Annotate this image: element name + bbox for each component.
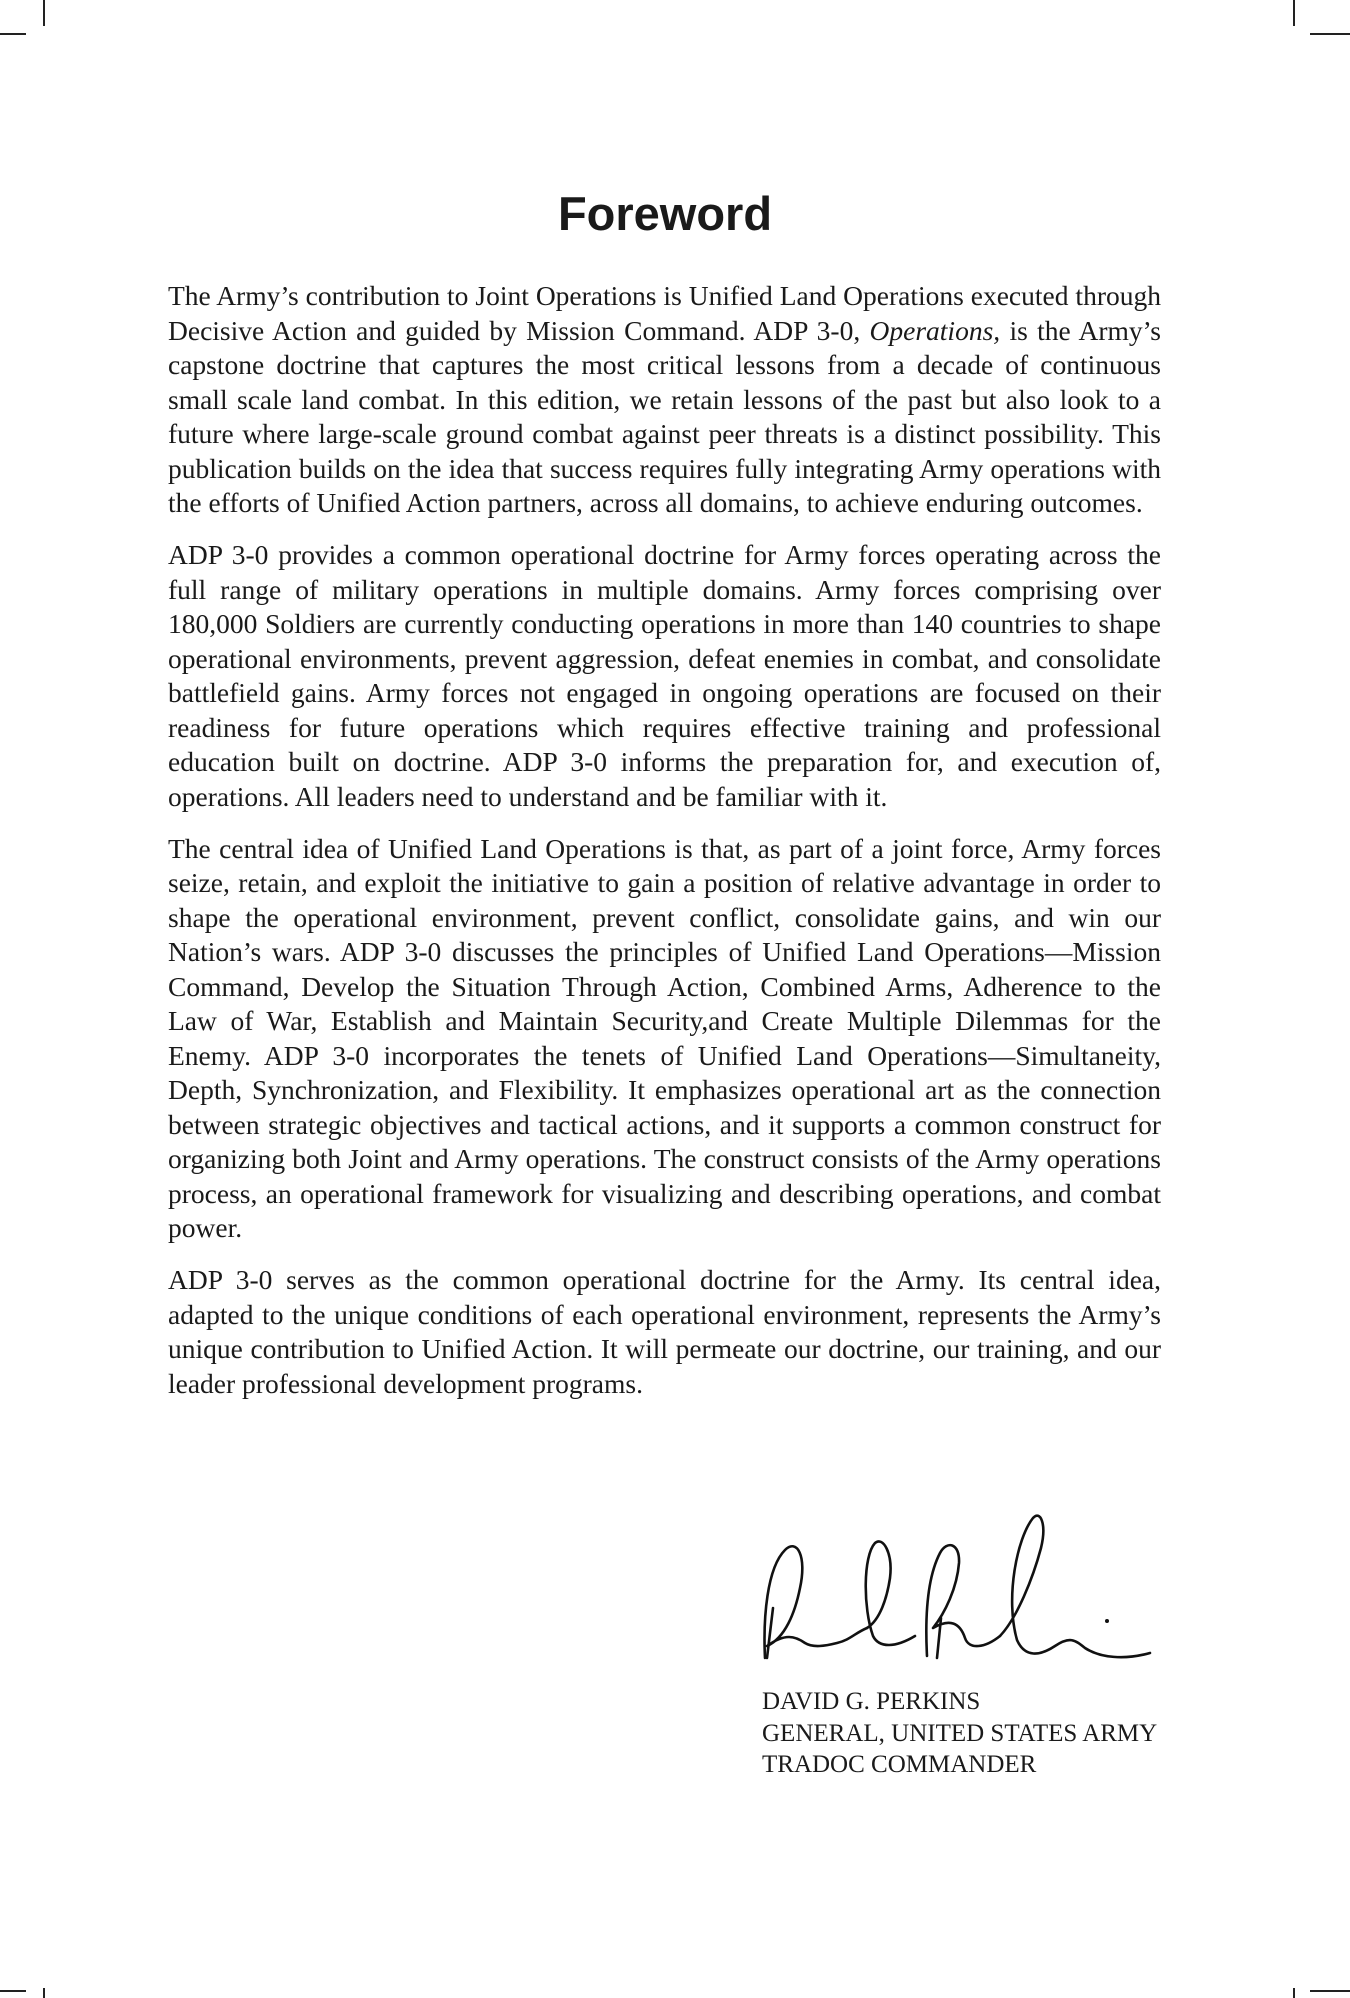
paragraph-2: ADP 3-0 provides a common operational doctrine for Army forces operating across the full range of military operations in multiple domains. Army forces comprising over 180,000 Soldiers are currently conducting operations in more than 140 countries to shape operational environments, prevent aggression, defeat enemies in combat, and consolidate battlefield gains. Army forces not engaged in ongoing operations are focused on their readiness for future operations which requires effective training and professional education built on doctrine. ADP 3-0 informs the preparation for, and execution of, operations. All leaders need to understand and be familiar with it. xyxy=(168,539,1161,812)
signer-rank: GENERAL, UNITED STATES ARMY xyxy=(762,1719,1158,1747)
crop-mark-bottom-right-horizontal xyxy=(1310,1990,1350,1992)
crop-mark-top-right-vertical xyxy=(1293,0,1295,26)
paragraph-3: The central idea of Unified Land Operations is that, as part of a joint force, Army forces seize, retain, and exploit the initiative to gain a position of relative advantage in order to shape the operational environment, prevent conflict, consolidate gains, and win our Nation’s wars. ADP 3-0 discusses the principles of Unified Land Operations—Mission Command, Develop the Situation Through Action, Combined Arms, Adherence to the Law of War, Establish and Maintain Security,and Create Multiple Dilemmas for the Enemy. ADP 3-0 incorporates the tenets of Unified Land Operations—Simultaneity, Depth, Synchronization, and Flexibility. It emphasizes operational art as the connection between strategic objectives and tactical actions, and it supports a common construct for organizing both Joint and Army operations. The construct consists of the Army operations process, an operational framework for visualizing and describing operations, and combat power. xyxy=(168,832,1161,1243)
signer-position: TRADOC COMMANDER xyxy=(762,1751,1037,1778)
paragraph-1-text-start: The Army’s contribution to Joint Operations is Unified Land Operations executed through Decisive Action and guided by Mission Command. ADP 3-0, xyxy=(168,280,1161,346)
publication-title-italic: Operations, xyxy=(869,314,1001,346)
paragraph-4: ADP 3-0 serves as the common operational doctrine for the Army. Its central idea, adapted to the unique conditions of each operational environment, represents the Army’s unique contribution to Unified Action. It will permeate our doctrine, our training, and our leader professional development programs. xyxy=(168,1264,1161,1399)
crop-mark-bottom-right-vertical xyxy=(1293,1988,1295,1998)
signature-block xyxy=(762,1686,1157,1781)
crop-mark-bottom-left-vertical xyxy=(43,1988,45,1998)
foreword-body xyxy=(168,279,1161,1419)
handwritten-signature xyxy=(755,1508,1165,1668)
signer-name: DAVID G. PERKINS xyxy=(762,1688,981,1715)
crop-mark-bottom-left-horizontal xyxy=(0,1990,26,1992)
paragraph-1-text-end: is the Army’s capstone doctrine that captures the most critical lessons from a decade of continuous small scale land combat. In this edition, we retain lessons of the past but also look to a future where large-scale ground combat against peer threats is a distinct possibility. This publication builds on the idea that success requires fully integrating Army operations with the efforts of Unified Action partners, across all domains, to achieve enduring outcomes. xyxy=(168,314,1161,518)
crop-mark-top-left-horizontal xyxy=(0,33,26,35)
page-title: Foreword xyxy=(557,187,773,240)
paragraph-1 xyxy=(168,279,1161,521)
crop-mark-top-right-horizontal xyxy=(1310,33,1350,35)
crop-mark-top-left-vertical xyxy=(43,0,45,26)
